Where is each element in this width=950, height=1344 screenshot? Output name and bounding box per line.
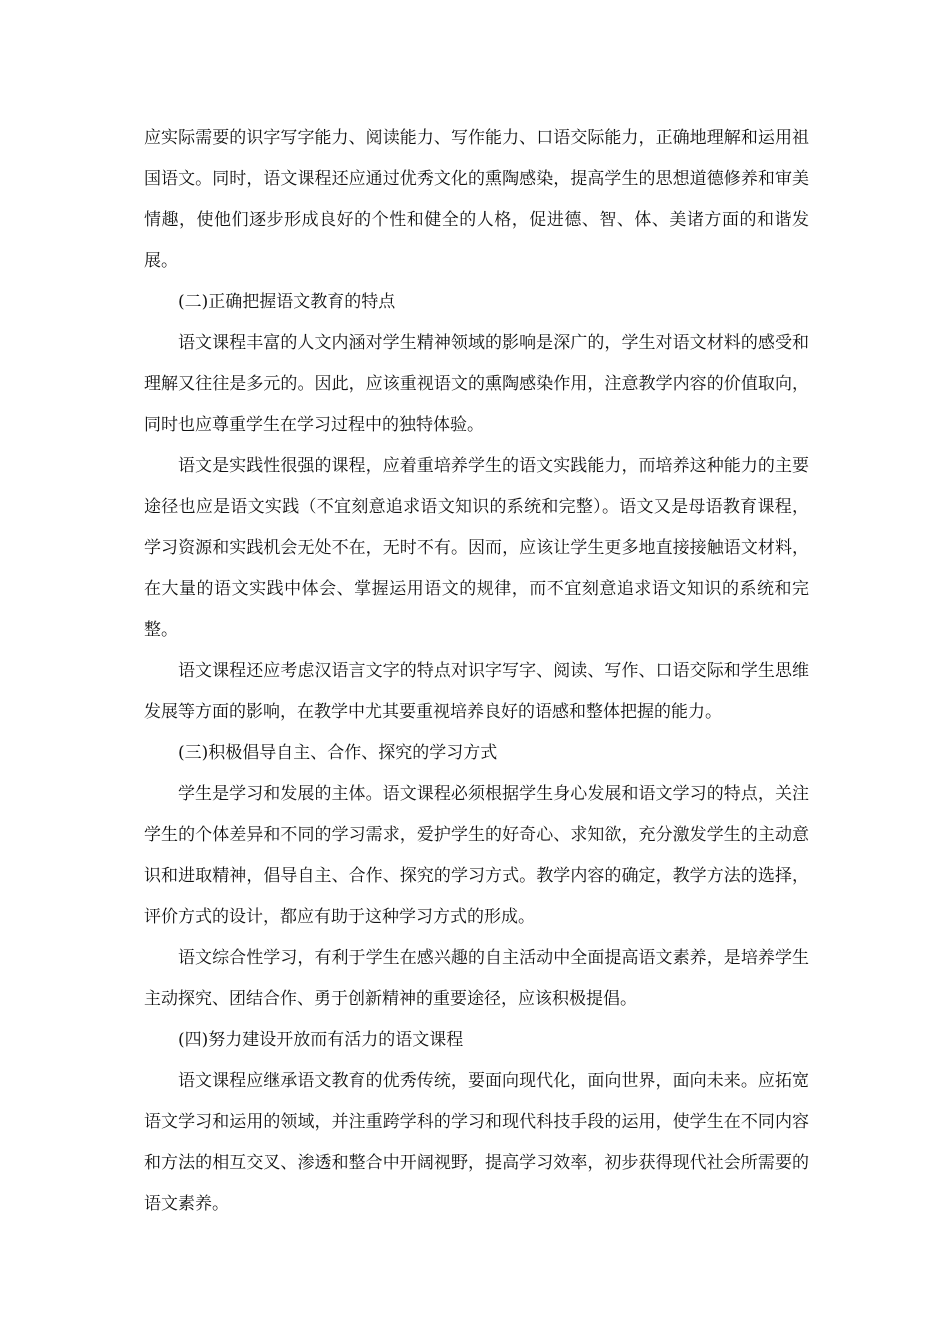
section-heading-2: (二)正确把握语文教育的特点: [178, 292, 396, 312]
paragraph: 语文课程还应考虑汉语言文字的特点对识字写字、阅读、写作、口语交际和学生思维发展等方面的影响，在教学中尤其要重视培养良好的语感和整体把握的能力。: [144, 661, 809, 722]
section-heading-4: (四)努力建设开放而有活力的语文课程: [178, 1030, 464, 1050]
paragraph: 学生是学习和发展的主体。语文课程必须根据学生身心发展和语文学习的特点，关注学生的个体差异和不同的学习需求，爱护学生的好奇心、求知欲，充分激发学生的主动意识和进取精神，倡导自主、合作、探究的学习方式。教学内容的确定，教学方法的选择，评价方式的设计，都应有助于这种学习方式的形成。: [144, 784, 809, 927]
paragraph: 语文课程应继承语文教育的优秀传统，要面向现代化，面向世界，面向未来。应拓宽语文学习和运用的领域，并注重跨学科的学习和现代科技手段的运用，使学生在不同内容和方法的相互交叉、渗透和整合中开阔视野，提高学习效率，初步获得现代社会所需要的语文素养。: [144, 1071, 809, 1214]
paragraph-continuation: 应实际需要的识字写字能力、阅读能力、写作能力、口语交际能力，正确地理解和运用祖国语文。同时，语文课程还应通过优秀文化的熏陶感染，提高学生的思想道德修养和审美情趣，使他们逐步形成良好的个性和健全的人格，促进德、智、体、美诸方面的和谐发展。: [144, 128, 809, 271]
paragraph: 语文是实践性很强的课程，应着重培养学生的语文实践能力，而培养这种能力的主要途径也应是语文实践（不宜刻意追求语文知识的系统和完整）。语文又是母语教育课程，学习资源和实践机会无处不在，无时不有。因而，应该让学生更多地直接接触语文材料，在大量的语文实践中体会、掌握运用语文的规律，而不宜刻意追求语文知识的系统和完整。: [144, 456, 809, 640]
paragraph: 语文课程丰富的人文内涵对学生精神领域的影响是深广的，学生对语文材料的感受和理解又往往是多元的。因此，应该重视语文的熏陶感染作用，注意教学内容的价值取向，同时也应尊重学生在学习过程中的独特体验。: [144, 333, 809, 435]
document-body: [144, 118, 809, 1225]
paragraph: 语文综合性学习，有利于学生在感兴趣的自主活动中全面提高语文素养，是培养学生主动探究、团结合作、勇于创新精神的重要途径，应该积极提倡。: [144, 948, 809, 1009]
section-heading-3: (三)积极倡导自主、合作、探究的学习方式: [178, 743, 498, 763]
